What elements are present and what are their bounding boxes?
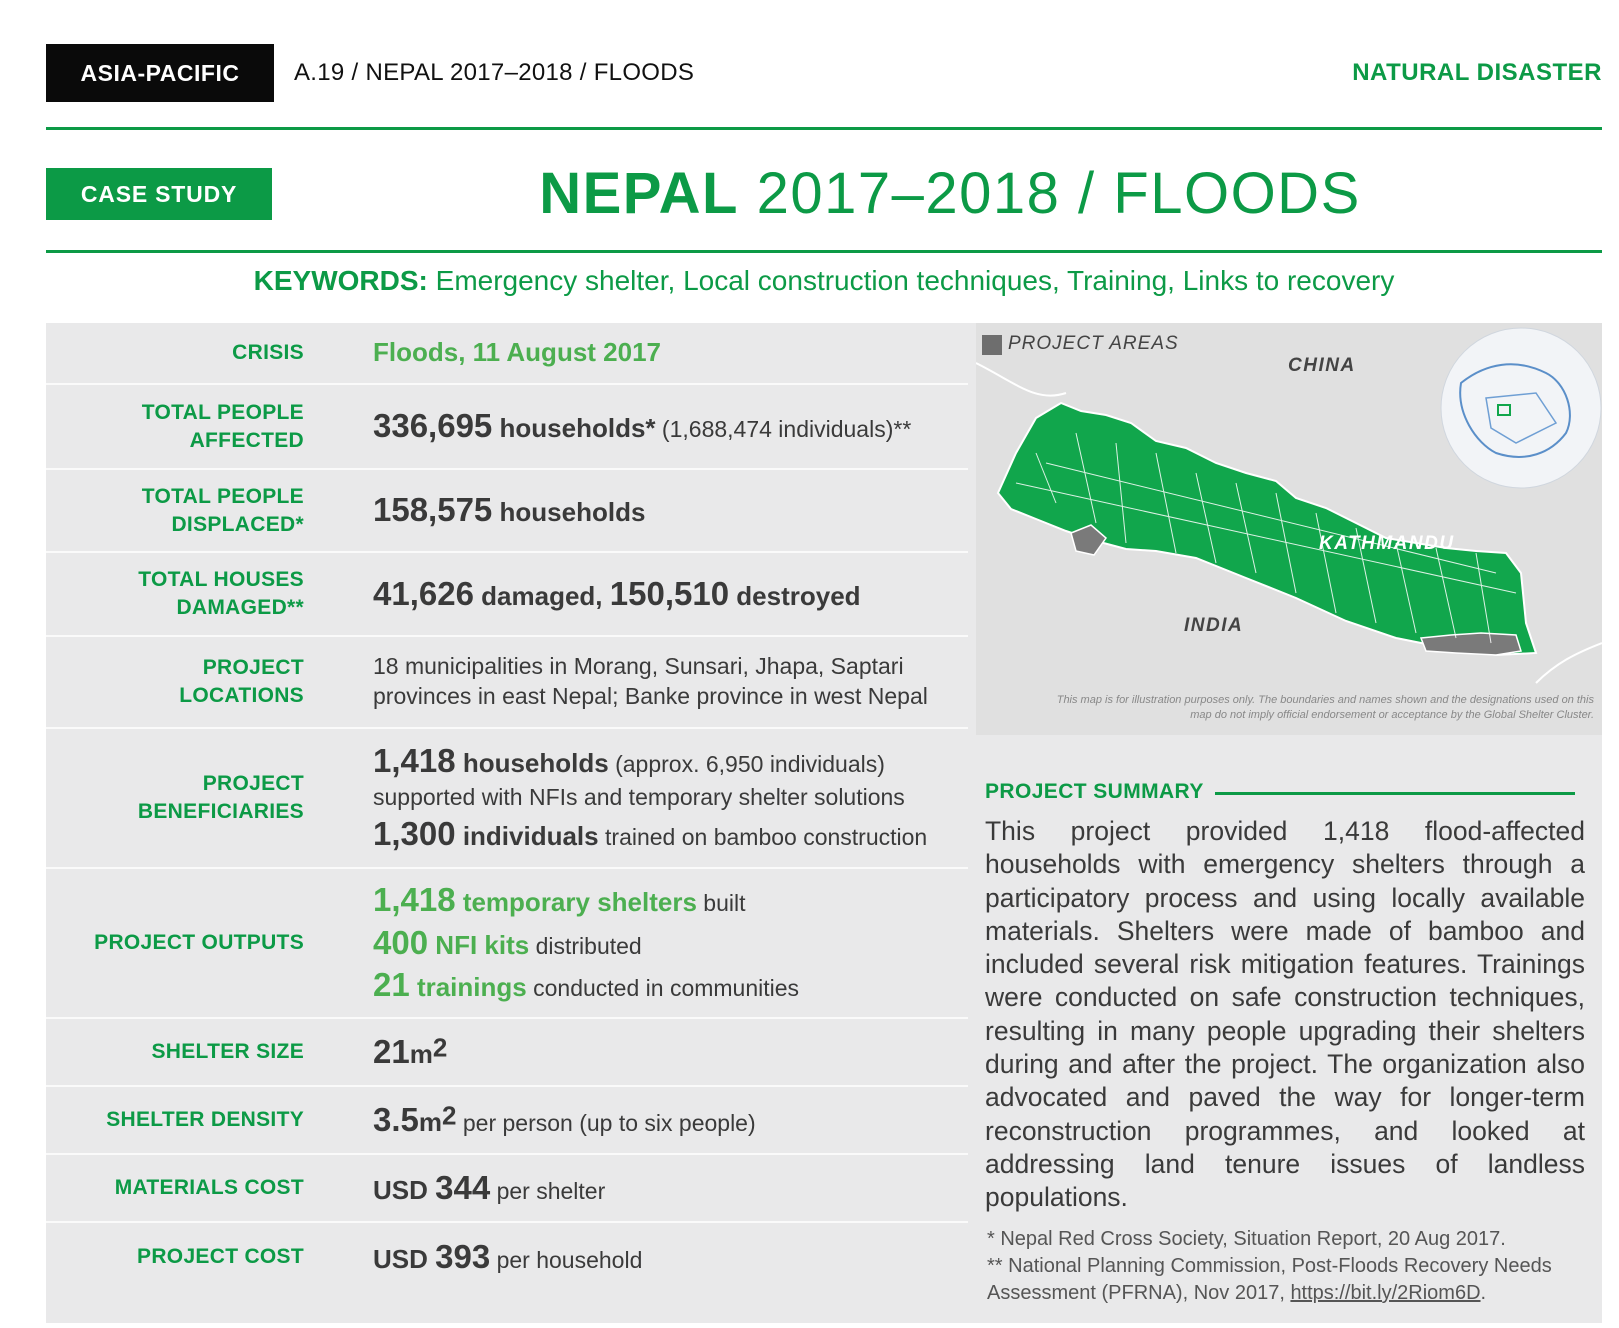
row-value: 41,626 damaged, 150,510 destroyed [373, 574, 861, 612]
legend-label: PROJECT AREAS [1008, 333, 1179, 354]
keywords-text: Emergency shelter, Local construction techniques, Training, Links to recovery [427, 265, 1395, 296]
row-value: $21m^2$ [373, 1032, 448, 1070]
region-tag: ASIA-PACIFIC [46, 44, 274, 102]
row-value: 1,418 households (approx. 6,950 individuals) supported with NFIs and temporary shelter solutions 1,300 individuals trained on bamboo construction [373, 742, 928, 852]
row-displaced [46, 470, 968, 553]
summary-heading: PROJECT SUMMARY [985, 780, 1204, 803]
crisis-value: Floods, 11 August 2017 [373, 337, 662, 368]
row-label: TOTAL PEOPLE DISPLACED* [141, 484, 304, 536]
keywords [46, 265, 1602, 297]
row-value: 1,418 temporary shelters built 400 NFI kits distributed 21 trainings conducted in communities [373, 880, 800, 1004]
row-label: TOTAL HOUSES DAMAGED** [138, 568, 304, 619]
label-china: CHINA [1288, 355, 1356, 376]
header-bar [46, 44, 1602, 102]
legend-swatch [982, 335, 1002, 355]
row-label: SHELTER SIZE [151, 1040, 304, 1063]
row-materials-cost [46, 1155, 968, 1223]
source-link[interactable]: https://bit.ly/2Riom6D [1290, 1282, 1481, 1304]
row-beneficiaries [46, 729, 968, 869]
label-india: INDIA [1184, 615, 1244, 636]
case-study-tag: CASE STUDY [46, 168, 272, 220]
row-locations [46, 637, 968, 729]
case-code: A.19 / NEPAL 2017–2018 / FLOODS [294, 59, 695, 86]
row-label: CRISIS [232, 341, 304, 364]
row-shelter-density [46, 1087, 968, 1155]
row-label: PROJECT COST [137, 1245, 304, 1268]
divider [46, 250, 1602, 253]
footnote-1: * Nepal Red Cross Society, Situation Report, 20 Aug 2017. [987, 1228, 1506, 1250]
row-value: USD 393 per household [373, 1237, 643, 1275]
project-map [976, 323, 1602, 735]
row-value: 158,575 households [373, 491, 646, 529]
keywords-label: KEYWORDS: [253, 265, 428, 296]
row-label: PROJECT OUTPUTS [94, 931, 304, 954]
row-label: PROJECT BENEFICIARIES [137, 772, 304, 823]
page-title [300, 160, 1600, 227]
row-outputs [46, 869, 968, 1019]
row-label: TOTAL PEOPLE AFFECTED [141, 400, 304, 452]
row-affected [46, 385, 968, 470]
footnote-2: ** National Planning Commission, Post-Floods Recovery Needs Assessment (PFRNA), Nov 2017, https://bit.ly/2Riom6D. [987, 1255, 1552, 1304]
row-value: 18 municipalities in Morang, Sunsari, Jhapa, Saptari provinces in east Nepal; Banke province in west Nepal [373, 653, 928, 709]
category-label: NATURAL DISASTER [1352, 59, 1602, 86]
map-disclaimer: This map is for illustration purposes only. The boundaries and names shown and the designations used on this map do not imply official endorsement or acceptance by the Global Shelter Cluster. [1056, 694, 1594, 721]
row-label: SHELTER DENSITY [106, 1108, 304, 1131]
row-houses [46, 553, 968, 637]
row-value: USD 344 per shelter [373, 1168, 606, 1206]
project-area-east [1421, 633, 1521, 655]
summary-rule [1215, 792, 1575, 795]
row-value: 336,695 households* (1,688,474 individuals)** [373, 407, 912, 445]
row-crisis [46, 323, 968, 385]
row-label: MATERIALS COST [114, 1176, 304, 1199]
row-value: $3.5m^2$ per person (up to six people) [373, 1100, 756, 1138]
map-graphic [976, 323, 1602, 735]
row-value [373, 323, 964, 383]
summary-text: This project provided 1,418 flood-affected households with emergency shelters through a participatory process and using locally available materials. Shelters were made of bamboo and included several risk mitigation features. Trainings were conducted on safe construction techniques, resulting in many people upgrading their shelters during and after the project. The organization also advocated and paved the way for longer-term reconstruction programmes, and looked at addressing land tenure issues of landless populations. [985, 816, 1585, 1213]
title-rest: 2017–2018 / FLOODS [739, 161, 1361, 226]
footnotes [987, 1226, 1597, 1307]
facts-table [46, 323, 968, 1291]
divider [46, 127, 1602, 130]
row-project-cost [46, 1223, 968, 1291]
row-label: PROJECT LOCATIONS [179, 656, 304, 707]
row-shelter-size [46, 1019, 968, 1087]
title-country: NEPAL [539, 161, 739, 226]
label-kathmandu: KATHMANDU [1319, 533, 1455, 554]
globe [1441, 328, 1601, 488]
